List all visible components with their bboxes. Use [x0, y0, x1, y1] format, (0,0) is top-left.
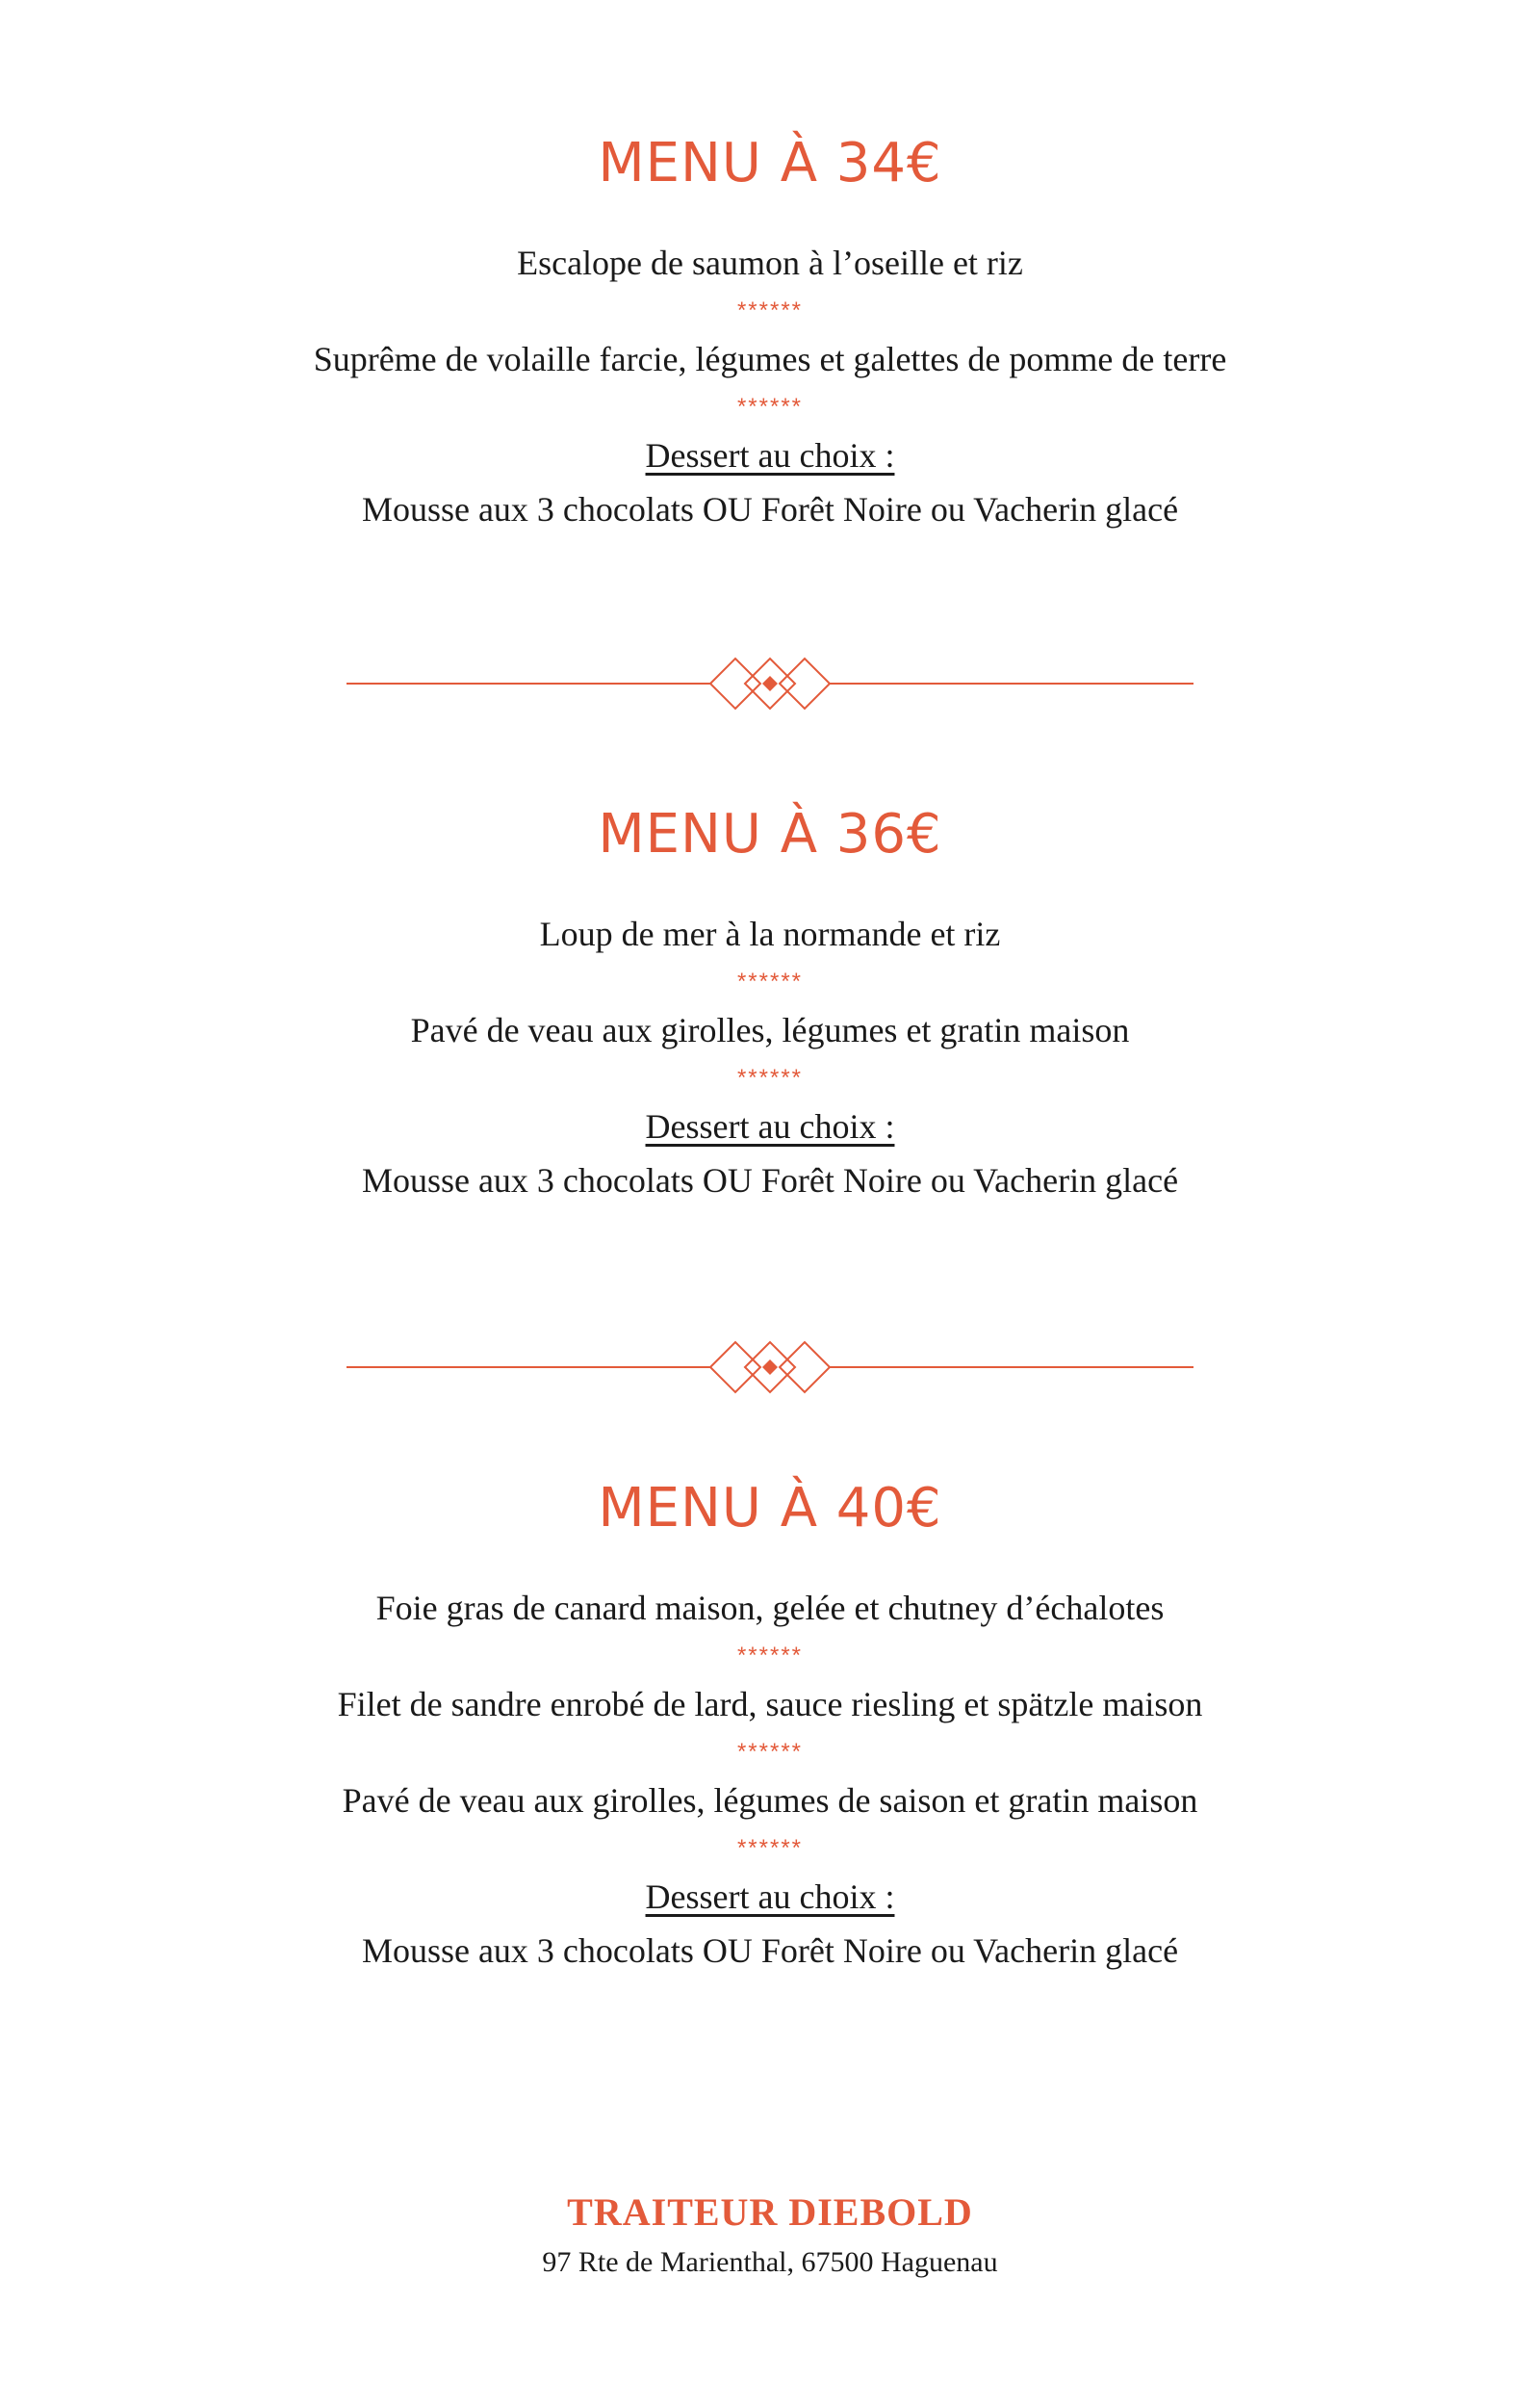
dessert-label: Dessert au choix :	[645, 436, 895, 475]
course-separator: ******	[736, 1739, 804, 1765]
dessert-options: Mousse aux 3 chocolats OU Forêt Noire ou Vacherin glacé	[361, 490, 1179, 529]
course-separator: ******	[736, 1835, 804, 1861]
caterer-address: 97 Rte de Marienthal, 67500 Haguenau	[542, 2246, 998, 2278]
course-separator: ******	[736, 969, 804, 995]
course-separator: ******	[736, 1643, 804, 1669]
course-starter: Loup de mer à la normande et riz	[539, 915, 1001, 953]
footer	[0, 2186, 1540, 2286]
course-main: Pavé de veau aux girolles, légumes de saison et gratin maison	[342, 1781, 1198, 1820]
caterer-name: TRAITEUR DIEBOLD	[567, 2190, 973, 2234]
menu-34	[0, 130, 1540, 536]
dessert-label: Dessert au choix :	[645, 1877, 895, 1916]
ornamental-divider	[346, 1338, 1194, 1396]
course-separator: ******	[736, 1065, 804, 1091]
ornamental-divider	[346, 655, 1194, 712]
course-main: Suprême de volaille farcie, légumes et galettes de pomme de terre	[313, 340, 1227, 378]
dessert-label: Dessert au choix :	[645, 1107, 895, 1146]
dessert-options: Mousse aux 3 chocolats OU Forêt Noire ou Vacherin glacé	[361, 1161, 1179, 1200]
menu-title: MENU À 36€	[598, 803, 942, 866]
menu-40	[0, 1475, 1540, 1978]
course-fish: Filet de sandre enrobé de lard, sauce riesling et spätzle maison	[337, 1685, 1203, 1723]
dessert-options: Mousse aux 3 chocolats OU Forêt Noire ou Vacherin glacé	[361, 1931, 1179, 1970]
course-separator: ******	[736, 298, 804, 324]
menu-title: MENU À 34€	[598, 132, 942, 194]
course-starter: Foie gras de canard maison, gelée et chutney d’échalotes	[375, 1589, 1165, 1627]
menu-36	[0, 801, 1540, 1207]
course-main: Pavé de veau aux girolles, légumes et gratin maison	[410, 1011, 1130, 1049]
menu-title: MENU À 40€	[598, 1477, 942, 1540]
course-starter: Escalope de saumon à l’oseille et riz	[517, 244, 1023, 282]
course-separator: ******	[736, 394, 804, 420]
